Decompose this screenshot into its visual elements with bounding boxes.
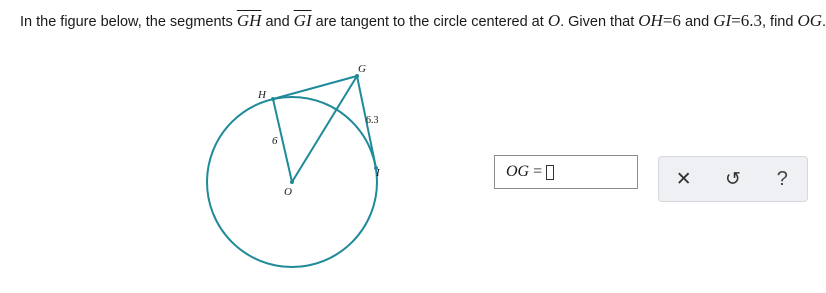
problem-text: .: [822, 14, 826, 30]
answer-label: [506, 163, 542, 181]
segment-gi: $\overline{GI}$: [293, 11, 312, 30]
label-i: I: [376, 167, 380, 179]
problem-text: and: [265, 14, 290, 30]
problem-text: and: [684, 14, 710, 30]
label-o: O: [284, 186, 292, 198]
clear-button[interactable]: [659, 157, 708, 201]
problem-text: . Given that: [560, 14, 635, 30]
answer-equals: =: [533, 163, 543, 180]
label-h: H: [258, 89, 266, 101]
problem-text: are tangent to the circle centered at: [315, 14, 544, 30]
answer-input[interactable]: [494, 155, 638, 189]
point-o-dot: [290, 180, 294, 184]
segment-gh: $\overline{GH}$: [236, 11, 262, 30]
help-icon: ?: [776, 167, 788, 190]
center-o: O: [547, 11, 561, 30]
label-oh-length: 6: [272, 135, 278, 147]
gi-value: =6.3: [731, 11, 762, 30]
problem-text: , find: [762, 14, 794, 30]
point-h-dot: [271, 97, 275, 101]
problem-text: In the figure below, the segments: [20, 14, 233, 30]
undo-icon: ↺: [725, 168, 741, 190]
answer-toolbar: [658, 156, 808, 202]
close-icon: ✕: [675, 168, 692, 190]
oh-label: OH: [638, 11, 663, 30]
target-og: OG: [797, 11, 823, 30]
oh-value: =6: [662, 11, 681, 30]
undo-button[interactable]: [708, 157, 757, 201]
answer-variable: OG: [506, 163, 530, 180]
gi-label: GI: [713, 11, 732, 30]
help-button[interactable]: [758, 157, 807, 201]
label-g: G: [358, 63, 366, 75]
label-gi-length: 6.3: [366, 115, 379, 126]
answer-entry-box[interactable]: [546, 165, 554, 180]
